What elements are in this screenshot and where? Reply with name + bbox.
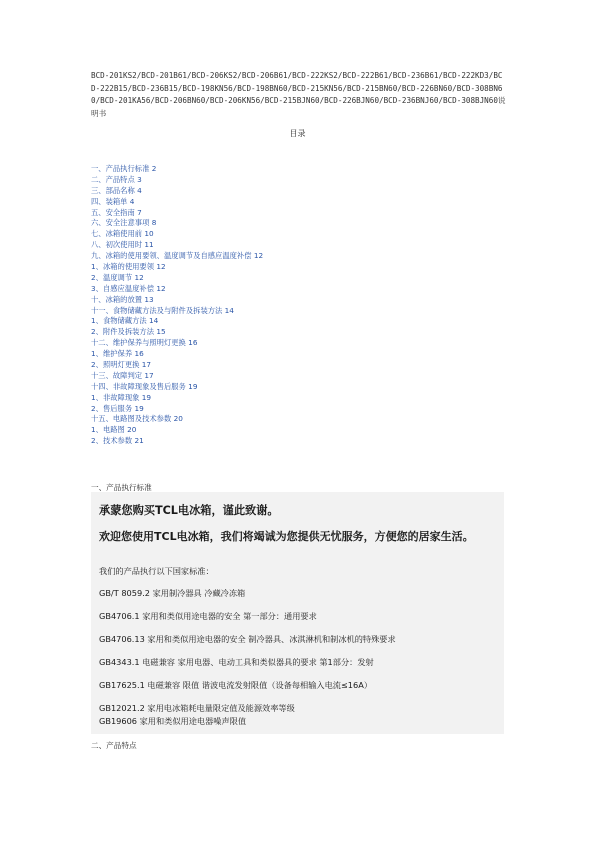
toc-item[interactable]: 十五、电路图及技术参数 20 xyxy=(91,414,183,424)
toc-item[interactable]: 六、安全注意事项 8 xyxy=(91,218,157,228)
toc-item[interactable]: 2、附件及拆装方法 15 xyxy=(91,327,166,337)
toc-item[interactable]: 十一、食物储藏方法及与附件及拆装方法 14 xyxy=(91,305,234,315)
toc-item[interactable]: 1、维护保养 16 xyxy=(91,349,144,359)
toc-item[interactable]: 1、电路图 20 xyxy=(91,425,137,435)
section-heading-standards: 一、产品执行标准 xyxy=(91,483,152,492)
toc-item[interactable]: 十、冰箱的放置 13 xyxy=(91,294,154,304)
standard-item: GB19606 家用和类似用途电器噪声限值 xyxy=(99,716,247,726)
toc-item[interactable]: 九、冰箱的使用要领、温度调节及自感应温度补偿 12 xyxy=(91,251,264,261)
toc-item[interactable]: 1、非故障现象 19 xyxy=(91,392,152,402)
toc-item[interactable]: 3、自感应温度补偿 12 xyxy=(91,283,166,293)
greeting-welcome: 欢迎您使用TCL电冰箱，我们将竭诚为您提供无忧服务，方便您的居家生活。 xyxy=(99,530,474,543)
standard-item: GB4706.13 家用和类似用途电器的安全 制冷器具、冰淇淋机和制冰机的特殊要求 xyxy=(99,634,396,644)
toc-item[interactable]: 2、温度调节 12 xyxy=(91,272,144,282)
standard-item: GB4343.1 电磁兼容 家用电器、电动工具和类似器具的要求 第1部分：发射 xyxy=(99,657,374,667)
standard-item: GB/T 8059.2 家用制冷器具 冷藏冷冻箱 xyxy=(99,588,246,598)
toc-item[interactable]: 十四、非故障现象及售后服务 19 xyxy=(91,381,198,391)
toc-item[interactable]: 八、初次使用时 11 xyxy=(91,240,154,250)
toc-item[interactable]: 1、食物储藏方法 14 xyxy=(91,316,159,326)
standard-item: GB17625.1 电磁兼容 限值 谐波电流发射限值（设备每相输入电流≤16A） xyxy=(99,680,373,690)
toc-item[interactable]: 七、冰箱使用前 10 xyxy=(91,229,154,239)
standard-item: GB4706.1 家用和类似用途电器的安全 第一部分：通用要求 xyxy=(99,611,317,621)
standards-intro: 我们的产品执行以下国家标准： xyxy=(99,566,214,576)
toc-item[interactable]: 十二、维护保养与照明灯更换 16 xyxy=(91,338,198,348)
greeting-thanks: 承蒙您购买TCL电冰箱，谨此致谢。 xyxy=(99,504,279,517)
toc-item[interactable]: 1、冰箱的使用要领 12 xyxy=(91,262,166,272)
toc-item[interactable]: 2、售后服务 19 xyxy=(91,403,144,413)
standard-item: GB12021.2 家用电冰箱耗电量限定值及能源效率等级 xyxy=(99,703,295,713)
toc-item[interactable]: 一、产品执行标准 2 xyxy=(91,164,157,173)
toc-item[interactable]: 二、产品特点 3 xyxy=(91,174,142,184)
standards-image-box xyxy=(91,492,504,734)
toc-item[interactable]: 四、装箱单 4 xyxy=(91,196,135,206)
toc-item[interactable]: 五、安全指南 7 xyxy=(91,207,142,217)
toc-item[interactable]: 十三、故障判定 17 xyxy=(91,370,154,380)
toc-item[interactable]: 三、部品名称 4 xyxy=(91,185,142,195)
section-heading-features: 二、产品特点 xyxy=(91,741,137,750)
toc-heading: 目录 xyxy=(289,129,306,138)
toc-item[interactable]: 2、照明灯更换 17 xyxy=(91,360,152,370)
toc-item[interactable]: 2、技术参数 21 xyxy=(91,436,144,446)
document-title: BCD-201KS2/BCD-201B61/BCD-206KS2/BCD-206B61/BCD-222KS2/BCD-222B61/BCD-236B61/BCD-222KD3/BCD-222B15/BCD-236B15/BCD-198KN56/BCD-198BN60/BCD-215KN56/BCD-215BN60/BCD-226BN60/BCD-308BN60/BCD-201KA56/BCD-206BN60/BCD-206KN56/BCD-215BJN60/BCD-226BJN60/BCD-236BNJ60/BCD-308BJN60说明书 xyxy=(91,71,506,118)
table-of-contents xyxy=(91,164,263,447)
